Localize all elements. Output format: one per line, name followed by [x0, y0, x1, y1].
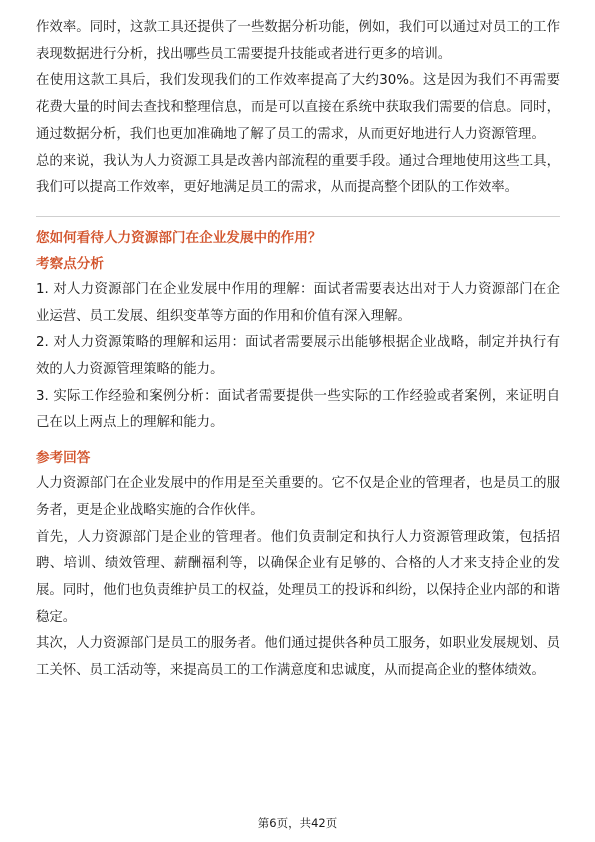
intro-paragraph: 作效率。同时，这款工具还提供了一些数据分析功能，例如，我们可以通过对员工的工作表现数据进行分析，找出哪些员工需要提升技能或者进行更多的培训。 — [36, 20, 560, 62]
analysis-point: 3. 实际工作经验和案例分析：面试者需要提供一些实际的工作经验或者案例，来证明自己在以上两点上的理解和能力。 — [36, 388, 560, 431]
section-divider — [36, 216, 560, 217]
reference-paragraph: 其次，人力资源部门是员工的服务者。他们通过提供各种员工服务，如职业发展规划、员工关怀、员工活动等，来提高员工的工作满意度和忠诚度，从而提高企业的整体绩效。 — [36, 636, 560, 679]
question-heading: 您如何看待人力资源部门在企业发展中的作用？ — [36, 229, 322, 246]
reference-paragraph: 首先，人力资源部门是企业的管理者。他们负责制定和执行人力资源管理政策，包括招聘、培训、绩效管理、薪酬福利等，以确保企业有足够的、合格的人才来支持企业的发展。同时，他们也负责维护员工的权益，处理员工的投诉和纠纷，以保持企业内部的和谐稳定。 — [36, 529, 560, 625]
page-number: 第6页，共42页 — [257, 816, 338, 830]
reference-label: 参考回答 — [36, 450, 91, 467]
analysis-label: 考察点分析 — [36, 255, 104, 272]
analysis-point: 1. 对人力资源部门在企业发展中作用的理解：面试者需要表达出对于人力资源部门在企业运营、员工发展、组织变革等方面的作用和价值有深入理解。 — [36, 281, 560, 324]
reference-paragraph: 人力资源部门在企业发展中的作用是至关重要的。它不仅是企业的管理者，也是员工的服务者，更是企业战略实施的合作伙伴。 — [36, 476, 560, 518]
document-page — [36, 15, 560, 685]
analysis-point: 2. 对人力资源策略的理解和运用：面试者需要展示出能够根据企业战略，制定并执行有效的人力资源管理策略的能力。 — [36, 335, 560, 378]
intro-paragraph: 总的来说，我认为人力资源工具是改善内部流程的重要手段。通过合理地使用这些工具，我们可以提高工作效率，更好地满足员工的需求，从而提高整个团队的工作效率。 — [36, 153, 560, 196]
intro-paragraph: 在使用这款工具后，我们发现我们的工作效率提高了大约30%。这是因为我们不再需要花费大量的时间去查找和整理信息，而是可以直接在系统中获取我们需要的信息。同时，通过数据分析，我们也更加准确地了解了员工的需求，从而更好地进行人力资源管理。 — [36, 73, 560, 142]
